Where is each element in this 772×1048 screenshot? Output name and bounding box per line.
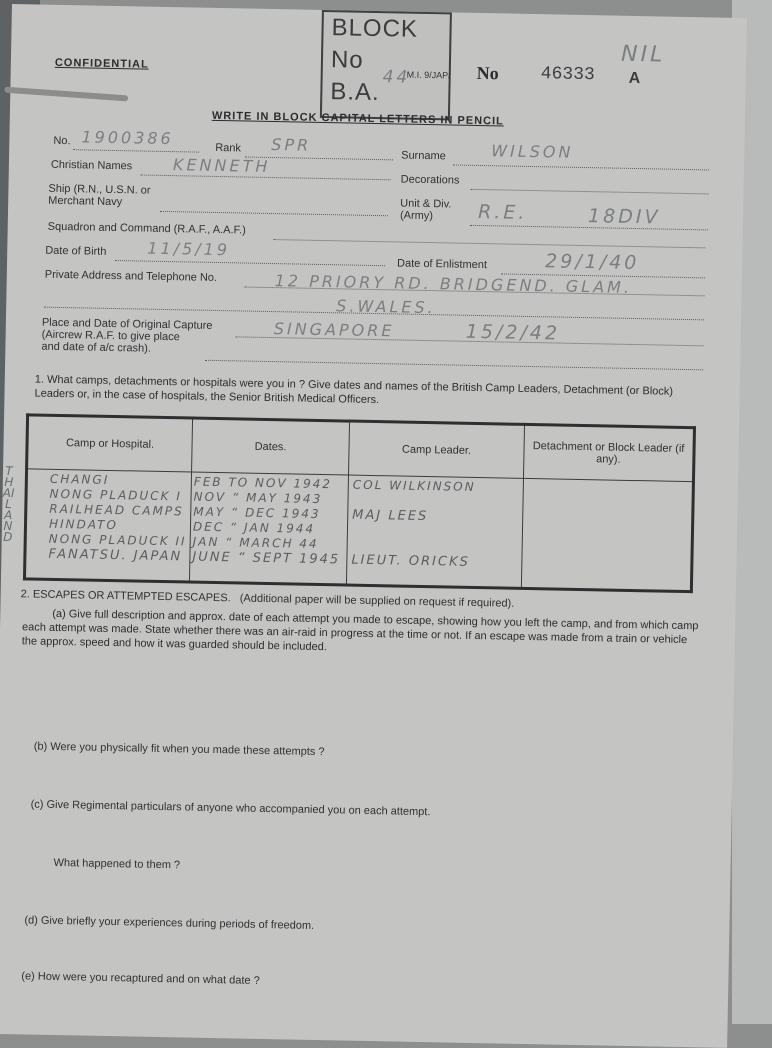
nil-handwritten: NIL	[620, 41, 666, 68]
dob-value: 11/5/19	[147, 238, 231, 260]
capture-date-value: 15/2/42	[465, 320, 561, 345]
camp-dates: DEC “ JAN 1944	[192, 519, 316, 536]
mi-reference: M.I. 9/JAP/	[406, 69, 451, 81]
pow-questionnaire-page	[0, 4, 747, 1048]
capture-label-1: Place and Date of Original Capture	[41, 316, 213, 332]
column-detachment-leader: Detachment or Block Leader (if any).	[523, 424, 694, 481]
service-number-value: 1900386	[81, 127, 174, 149]
capture-label-3: and date of a/c crash).	[41, 340, 151, 355]
dates-cell	[189, 472, 348, 585]
rank-value: SPR	[271, 135, 312, 155]
number-label: No	[476, 62, 499, 84]
question-2-note: (Additional paper will be supplied on request if required).	[239, 592, 515, 610]
camp-dates: JUNE “ SEPT 1945	[192, 549, 341, 568]
camp-name: NONG PLADUCK II	[48, 531, 187, 549]
column-camp: Camp or Hospital.	[27, 415, 193, 472]
question-1-text: 1. What camps, detachments or hospitals were you in ? Give dates and names of the British Camp Leaders, Detachment (or Block) Leaders or, in the case of hospitals, the Senior British Medical Officers.	[34, 373, 674, 407]
enlistment-value: 29/1/40	[544, 250, 640, 275]
capture-place-value: SINGAPORE	[273, 319, 395, 341]
block-stamp-line-3: B.A.	[330, 78, 380, 107]
detachment-leader-cell	[521, 478, 693, 591]
binding-string	[4, 87, 128, 102]
camp-name: CHANGI	[49, 471, 110, 487]
block-stamp-line-1: BLOCK	[331, 14, 419, 43]
camp-name: HINDATO	[48, 516, 119, 533]
question-2b-text: (b) Were you physically fit when you made these attempts ?	[33, 740, 325, 759]
camp-dates: JAN “ MARCH 44	[192, 534, 319, 551]
camp-leader-name: COL WILKINSON	[352, 477, 476, 494]
serial-number: 46333	[540, 64, 595, 86]
no-label: No.	[53, 134, 71, 148]
capture-label-2: (Aircrew R.A.F. to give place	[41, 328, 180, 344]
surname-label: Surname	[401, 149, 446, 163]
unit-label: Unit & Div. (Army)	[399, 197, 452, 223]
confidential-mark: CONFIDENTIAL	[54, 56, 149, 71]
question-2d-text: (d) Give briefly your experiences during periods of freedom.	[24, 914, 315, 932]
address-line-2: S.WALES.	[336, 296, 436, 318]
question-2a-text: (a) Give full description and approx. date of each attempt you made to escape, showing how you left the camp, and from which camp each attempt was made. State whether there was an air-raid in progress at the time or not. If an escape was made from a train or vehicle the approx. speed and how it was guarded should be included.	[21, 607, 699, 654]
christian-names-label: Christian Names	[50, 158, 133, 173]
question-2-heading	[21, 588, 515, 609]
side-note: THAILAND	[2, 463, 15, 545]
unit-value: R.E.	[477, 200, 528, 224]
camp-leader-cell	[346, 475, 523, 588]
instruction-heading: WRITE IN BLOCK CAPITAL LETTERS IN PENCIL	[211, 109, 504, 128]
block-stamp-line-2: No	[330, 46, 364, 74]
column-dates: Dates.	[192, 418, 350, 475]
question-2-title: 2. ESCAPES OR ATTEMPTED ESCAPES.	[20, 588, 231, 605]
camp-leader-name: LIEUT. ORICKS	[351, 552, 470, 570]
address-label: Private Address and Telephone No.	[44, 268, 218, 284]
camp-dates: FEB TO NOV 1942	[193, 474, 333, 492]
address-line-1: 12 PRIORY RD. BRIDGEND. GLAM.	[274, 271, 633, 297]
dob-label: Date of Birth	[45, 244, 107, 258]
block-stamp	[320, 10, 452, 120]
decorations-label: Decorations	[400, 173, 460, 187]
question-2c-text: (c) Give Regimental particulars of anyone who accompanied you on each attempt.	[30, 798, 431, 819]
christian-names-value: KENNETH	[172, 155, 271, 176]
camp-dates: MAY “ DEC 1943	[193, 504, 321, 522]
ship-label: Ship (R.N., U.S.N. or Merchant Navy	[48, 182, 151, 209]
camp-name: FANATSU. JAPAN	[48, 546, 183, 565]
enlistment-label: Date of Enlistment	[396, 257, 488, 272]
camp-dates: NOV “ MAY 1943	[193, 489, 323, 507]
question-2e-text: (e) How were you recaptured and on what date ?	[21, 970, 260, 987]
block-number-handwritten: 44	[382, 67, 411, 88]
question-2c-followup: What happened to them ?	[53, 856, 181, 872]
surname-value: WILSON	[491, 141, 574, 162]
grade-letter: A	[628, 69, 641, 88]
squadron-label: Squadron and Command (R.A.F., A.A.F.)	[47, 220, 246, 237]
division-value: 18DIV	[587, 205, 661, 229]
camp-leader-name: MAJ LEES	[352, 507, 429, 525]
camps-table	[23, 413, 696, 593]
camp-name: NONG PLADUCK I	[49, 486, 182, 504]
camp-cell	[24, 469, 191, 582]
column-camp-leader: Camp Leader.	[349, 421, 525, 478]
rank-label: Rank	[215, 141, 242, 155]
camp-name: RAILHEAD CAMPS	[49, 501, 184, 519]
